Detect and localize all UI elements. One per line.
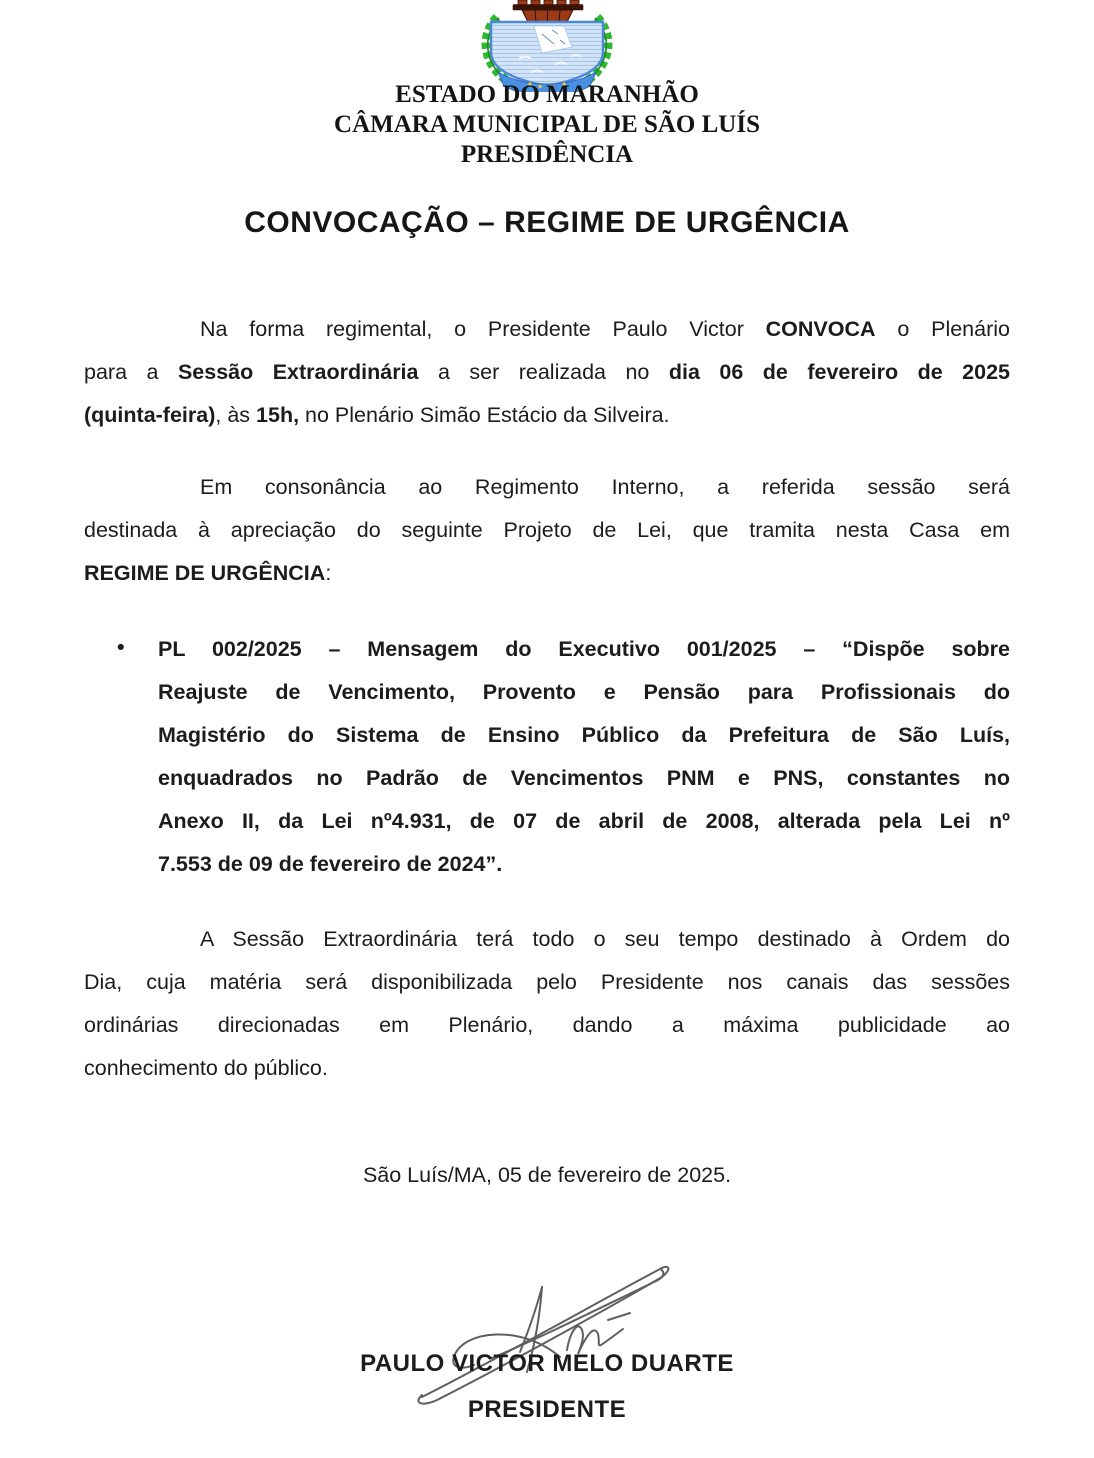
signatory-role: PRESIDENTE [467, 1396, 627, 1423]
bold-text-segment: enquadrados no Padrão de Vencimentos PNM e PNS, constantes no [158, 766, 1010, 790]
text-line [158, 714, 1010, 757]
paragraph-convocation [84, 308, 1010, 437]
text-segment: A Sessão Extraordinária terá todo o seu tempo destinado à Ordem do [200, 927, 1010, 951]
text-line [84, 308, 1010, 351]
signatory-name: PAULO VICTOR MELO DUARTE [360, 1350, 734, 1377]
text-line [158, 671, 1010, 714]
text-line [84, 1047, 1010, 1090]
bold-text-segment: REGIME DE URGÊNCIA [84, 561, 326, 585]
text-line [84, 351, 1010, 394]
bold-text-segment: PL 002/2025 – Mensagem do Executivo 001/2025 – “Dispõe sobre [158, 637, 1010, 661]
mural-crown-icon [513, 0, 583, 22]
text-line [84, 466, 1010, 509]
text-line [84, 918, 1010, 961]
paragraph-regimento [84, 466, 1010, 595]
text-line [84, 509, 1010, 552]
bold-text-segment: (quinta-feira) [84, 403, 216, 427]
text-line [158, 757, 1010, 800]
text-segment: : [325, 561, 332, 585]
bold-text-segment: Reajuste de Vencimento, Provento e Pensão para Profissionais do [158, 680, 1010, 704]
text-segment: ordinárias direcionadas em Plenário, dando a máxima publicidade ao [84, 1013, 1010, 1037]
text-line [158, 843, 1010, 886]
text-segment: , às [215, 403, 257, 427]
coat-of-arms-icon [472, 0, 622, 92]
text-segment: para a [84, 360, 178, 384]
bullet-icon: • [117, 635, 125, 659]
org-chamber-line: CÂMARA MUNICIPAL DE SÃO LUÍS [334, 111, 760, 138]
bold-text-segment: CONVOCA [765, 317, 876, 341]
text-line [158, 628, 1010, 671]
text-segment: Dia, cuja matéria será disponibilizada pelo Presidente nos canais das sessões [84, 970, 1010, 994]
text-line [84, 961, 1010, 1004]
text-segment: o Plenário [875, 317, 1010, 341]
signature-icon [392, 1252, 692, 1414]
org-state-line: ESTADO DO MARANHÃO [395, 81, 699, 108]
org-presidency-line: PRESIDÊNCIA [460, 141, 634, 168]
bold-text-segment: 7.553 de 09 de fevereiro de 2024”. [158, 852, 503, 876]
text-line [84, 1004, 1010, 1047]
bold-text-segment: Anexo II, da Lei nº4.931, de 07 de abril de 2008, alterada pela Lei nº [158, 809, 1010, 833]
text-segment: no Plenário Simão Estácio da Silveira. [299, 403, 670, 427]
agenda-bullet-item [84, 628, 1010, 886]
text-segment: conhecimento do público. [84, 1056, 328, 1080]
text-line [84, 394, 1010, 437]
bullet-text [158, 628, 1010, 886]
text-line [84, 552, 1010, 595]
text-segment: Na forma regimental, o Presidente Paulo Victor [200, 317, 766, 341]
text-segment: a ser realizada no [418, 360, 669, 384]
bold-text-segment: dia 06 de fevereiro de 2025 [668, 360, 1011, 384]
text-line [158, 800, 1010, 843]
text-segment: Em consonância ao Regimento Interno, a referida sessão será [200, 475, 1010, 499]
bold-text-segment: 15h, [256, 403, 300, 427]
bold-text-segment: Sessão Extraordinária [177, 360, 419, 384]
text-segment: destinada à apreciação do seguinte Projeto de Lei, que tramita nesta Casa em [84, 518, 1010, 542]
document-title: CONVOCAÇÃO – REGIME DE URGÊNCIA [244, 206, 850, 239]
letterhead [0, 80, 1094, 170]
bold-text-segment: Magistério do Sistema de Ensino Público da Prefeitura de São Luís, [158, 723, 1010, 747]
paragraph-ordem-do-dia [84, 918, 1010, 1090]
date-place-line: São Luís/MA, 05 de fevereiro de 2025. [362, 1163, 732, 1187]
